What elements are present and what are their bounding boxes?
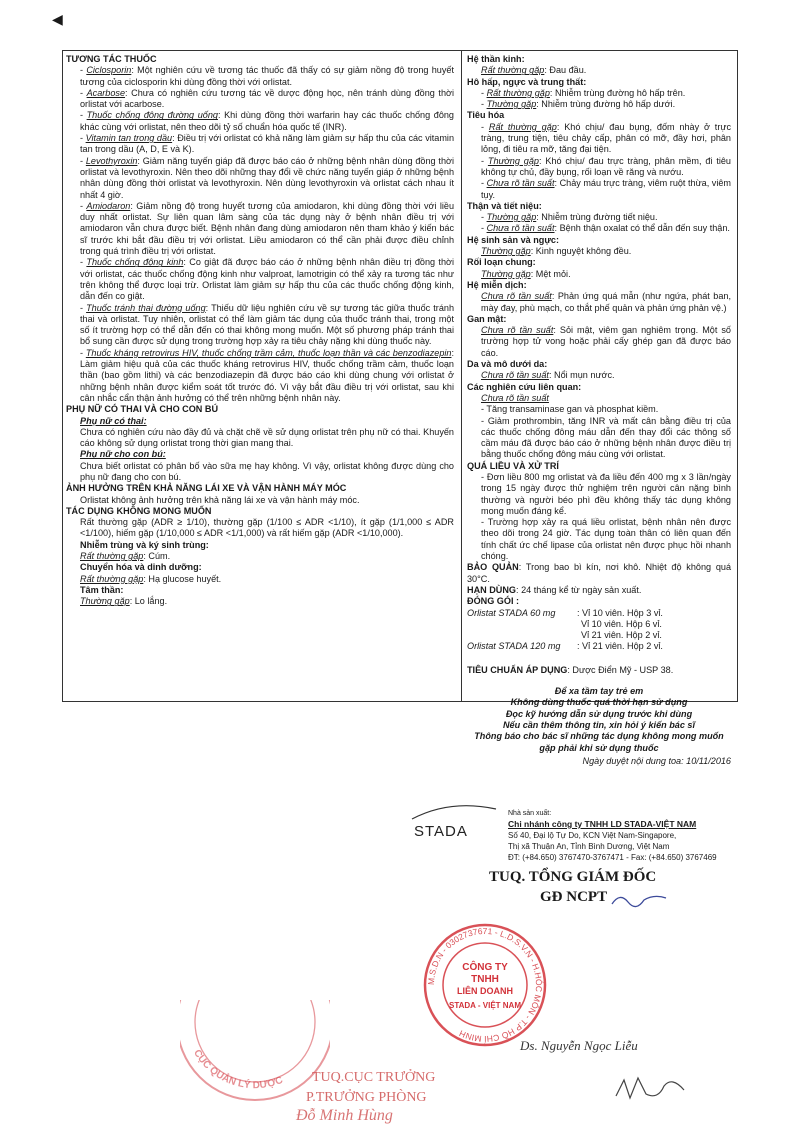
pack-row [467, 619, 731, 630]
effect-text: : Hạ glucose huyết. [143, 573, 222, 584]
pack-product [467, 630, 577, 641]
frequency-label: Chưa rõ tần suất [481, 291, 552, 302]
pack-label: ĐÓNG GÓI : [467, 596, 520, 607]
frequency-label: Chưa rõ tần suất [481, 370, 549, 381]
interaction-text: : Điều trị với orlistat có khả năng làm giảm sự hấp thu của các vitamin tan trong dầu (A, D, E và K). [80, 133, 455, 155]
effect-text: : Sỏi mật, viêm gan nghiêm trọng. Một số trường hợp tử vong hoặc phải cấy ghép gan đã được báo cáo. [481, 325, 731, 358]
adverse-row [467, 393, 731, 404]
manufacturer-address2: Thị xã Thuận An, Tỉnh Bình Dương, Việt Nam [508, 842, 670, 851]
stamp-ring-text: M.S.D.N - 0302737671 - L.D.S.V.N - H.HÓC MÔN - T.P HỒ CHÍ MINH [425, 925, 545, 1045]
warning-line: Thông báo cho bác sĩ những tác dụng không mong muốn gặp phải khi sử dụng thuốc [474, 731, 724, 753]
frequency-label: Thường gặp [487, 155, 539, 166]
left-column [66, 54, 454, 608]
pack-text: Vỉ 10 viên. Hộp 6 vỉ. [581, 618, 662, 629]
interaction-drug-name: Thuốc chống động kinh [86, 257, 184, 268]
stada-logo: STADA [414, 823, 468, 840]
interaction-text: : Làm giảm hiệu quả của các thuốc kháng retrovirus HIV, thuốc chống trầm cảm, thuốc loạn thần (bao gồm lithi) và các benzodiazepin đã được báo cáo khi dùng chung với orlistat ở những bệnh nhân được kiểm soát tốt trước đó. Vì vậy bắt đầu điều trị với orlistat, sau khi cân nhắc cẩn thận ảnh hưởng có thể trên những bệnh nhân này. [80, 347, 454, 403]
effect-text: : Nhiễm trùng đường hô hấp dưới. [536, 99, 676, 110]
pack-row [467, 630, 731, 641]
right-column [467, 54, 731, 767]
section-title-interactions: TƯƠNG TÁC THUỐC [66, 54, 157, 64]
corner-arrow-mark: ◀ [52, 11, 63, 27]
overdose-item: - Đơn liều 800 mg orlistat và đa liều đến 400 mg x 3 lần/ngày trong 15 ngày được thử nghiệm trên người cân nặng bình thường và người béo phì đều không thấy tác dụng không mong muốn đáng kể. [481, 471, 731, 516]
adverse-groups [467, 54, 731, 461]
overdose-list [467, 472, 731, 562]
effect-text: : Đau đầu. [544, 65, 587, 76]
adverse-group-title: Da và mô dưới da: [467, 359, 548, 370]
adverse-row [467, 325, 731, 359]
interaction-drug-name: Levothyroxin [85, 155, 138, 166]
section-title-overdose: QUÁ LIỀU VÀ XỬ TRÍ [467, 460, 559, 471]
pack-text: : Vỉ 10 viên. Hộp 3 vỉ. [577, 607, 663, 618]
effect-text: : Kinh nguyệt không đều. [530, 246, 632, 257]
adverse-row [467, 223, 731, 234]
manufacturer-phone: ĐT: (+84.650) 3767470-3767471 - Fax: (+84.650) 3767469 [508, 853, 717, 862]
effect-text: : Lo lắng. [129, 596, 168, 607]
effect-text: : Mệt mỏi. [530, 268, 571, 279]
effect-text: Giảm prothrombin, tăng INR và mất cân bằng điều trị của các thuốc chống đông máu dẫn đến thay đổi các thông số cầm máu đã được báo cáo ở những bệnh nhân được điều trị bằng thuốc chống đông máu cùng với orlistat. [481, 415, 731, 460]
frequency-label: Chưa rõ tần suất [481, 392, 549, 403]
frequency-label: Rất thường gặp [481, 65, 545, 76]
stamp-line2: TNHH [471, 974, 499, 985]
interaction-item: - Amiodaron: Giảm nồng độ trong huyết tương của amiodaron, khi dùng đồng thời với liều duy nhất orlistat. Sự liên quan lâm sàng của tác dụng này ở bệnh nhân điều trị với amiodaron vẫn chưa được biết. Bệnh nhân đang dùng amiodaron nên tham khảo ý kiến bác sĩ trước khi bắt đầu điều trị với orlistat. Liều amiodaron có thể cần phải được điều chỉnh trong quá trình điều trị với orlistat. [80, 200, 454, 257]
frequency-label: Rất thường gặp [80, 551, 144, 562]
warning-block [467, 686, 731, 754]
interaction-item: - Thuốc tránh thai đường uống: Thiếu dữ liệu nghiên cứu về sự tương tác giữa thuốc tránh thai và orlistat. Tuy nhiên, orlistat có thể làm giảm tác dụng của thuốc tránh thai, trong một số ít trường hợp có thể dẫn đến có thai không mong muốn. Một số phương pháp tránh thai bổ sung cần được sử dụng trong trường hợp xảy ra tiêu chảy nặng khi dùng thuốc này. [80, 302, 454, 347]
effect-text: : Bệnh thận oxalat có thể dẫn đến suy thận. [554, 223, 730, 234]
psych-row [66, 596, 454, 607]
bullet: - [481, 155, 485, 166]
interaction-drug-name: Vitamin tan trong dầu [85, 133, 173, 144]
adverse-row [467, 291, 731, 314]
adverse-row [467, 269, 731, 280]
interaction-text: : Một nghiên cứu về tương tác thuốc đã thấy có sự giảm nồng độ trong huyết tương của ciclosporin khi dùng đồng thời với orlistat. [80, 65, 454, 87]
bullet: - [481, 99, 485, 110]
shelf-label: HẠN DÙNG [467, 584, 517, 595]
interaction-item: - Thuốc kháng retrovirus HIV, thuốc chống trầm cảm, thuốc loạn thần và các benzodiazepin: Làm giảm hiệu quả của các thuốc kháng retrovirus HIV, thuốc chống trầm cảm, thuốc loạn thần (bao gồm lithi) và các benzodiazepin đã được báo cáo khi dùng chung với orlistat ở những bệnh nhân được kiểm soát tốt trước đó. Vì vậy bắt đầu điều trị với orlistat, sau khi cân nhắc cẩn thận ảnh hưởng có thể trên những bệnh nhân này. [80, 347, 454, 403]
nursing-text: Chưa biết orlistat có phân bố vào sữa mẹ hay không. Vì vậy, orlistat không được dùng cho phụ nữ đang cho con bú. [80, 460, 454, 482]
infections-title: Nhiễm trùng và ký sinh trùng: [80, 539, 209, 550]
interaction-item: - Acarbose: Chưa có nghiên cứu tương tác về dược động học, nên tránh dùng đồng thời orlistat với acarbose. [80, 87, 454, 110]
leaflet-text-frame [62, 50, 738, 766]
pack-row [467, 641, 731, 652]
driving-text: Orlistat không ảnh hưởng trên khả năng lái xe và vận hành máy móc. [80, 494, 360, 505]
shelf-row [467, 585, 731, 596]
dept-title: TUQ.CỤC TRƯỞNG [312, 1070, 436, 1085]
nursing-label: Phụ nữ cho con bú: [80, 449, 166, 460]
adverse-group-title: Hô hấp, ngực và trung thất: [467, 76, 587, 87]
adverse-row [467, 99, 731, 110]
overdose-item: - Trường hợp xảy ra quá liều orlistat, bệnh nhân nên được theo dõi trong 24 giờ. Tác dụng toàn thân có liên quan đến tính chất ức chế lipase của orlistat nên được phục hồi nhanh chóng. [481, 517, 732, 562]
adverse-row [467, 212, 731, 223]
approval-date: Ngày duyệt nội dung toa: 10/11/2016 [582, 755, 731, 766]
interaction-drug-name: Amiodaron [86, 200, 131, 211]
effect-text: : Phản ứng quá mẫn (như ngứa, phát ban, mày đay, phù mạch, co thắt phế quản và phản ứng phản vệ.) [481, 291, 731, 313]
director-subtitle: GĐ NCPT [540, 889, 608, 905]
shelf-text: : 24 tháng kể từ ngày sản xuất. [516, 584, 642, 595]
dept-subtitle: P.TRƯỞNG PHÒNG [306, 1090, 427, 1105]
authority-stamp-ring: CỤC QUẢN LÝ DƯỢC [191, 1047, 285, 1092]
frequency-label: Chưa rõ tần suất [486, 178, 555, 189]
adverse-group-title: Rối loạn chung: [467, 257, 536, 268]
storage-label: BẢO QUẢN [467, 562, 519, 573]
effect-text: : Nhiễm trùng đường tiết niệu. [536, 212, 658, 223]
bullet: - [481, 87, 485, 98]
standard-label: TIÊU CHUẨN ÁP DỤNG [467, 664, 568, 675]
frequency-label: Rất thường gặp [80, 573, 144, 584]
overdose-text: Trường hợp xảy ra quá liều orlistat, bệnh nhân nên được theo dõi trong 24 giờ. Tác dụng toàn thân có liên quan đến tính chất ức chế lipase của orlistat nên được phục hồi nhanh chóng. [481, 517, 732, 562]
warning-line: Để xa tầm tay trẻ em [554, 686, 644, 697]
warning-line: Không dùng thuốc quá thời hạn sử dụng [510, 697, 688, 708]
interaction-drug-name: Thuốc chống đông đường uống [86, 110, 218, 121]
interaction-text: : Co giật đã được báo cáo ở những bệnh nhân điều trị đồng thời với orlistat, các thuốc chống động kinh như valproat, lamotrigin có thể xảy ra tương tác như trên không thể được loại trừ. Orlistat làm giảm sự hấp thu của các thuốc chống động kinh, dẫn đến co giật. [80, 257, 454, 302]
pack-text: Vỉ 21 viên. Hộp 2 vỉ. [581, 630, 662, 641]
section-title-pregnancy: PHỤ NỮ CÓ THAI VÀ CHO CON BÚ [66, 404, 219, 415]
frequency-label: Rất thường gặp [488, 121, 557, 132]
adverse-group-title: Hệ miễn dịch: [467, 279, 527, 290]
bullet: - [481, 223, 485, 234]
adverse-row [467, 246, 731, 257]
interaction-drug-name: Thuốc tránh thai đường uống [86, 302, 206, 313]
storage-row [467, 562, 731, 585]
standard-row [467, 665, 731, 676]
pack-product: Orlistat STADA 60 mg [467, 607, 556, 618]
director-signature [612, 1072, 692, 1106]
bullet: - [481, 212, 485, 223]
column-divider [461, 51, 462, 701]
bullet: - [481, 178, 485, 189]
warning-line: Đọc kỹ hướng dẫn sử dụng trước khi dùng [505, 708, 693, 719]
section-title-adverse: TÁC DỤNG KHÔNG MONG MUỐN [66, 505, 212, 516]
effect-text: Tăng transaminase gan và phosphat kiềm. [486, 404, 659, 415]
psych-title: Tâm thần: [80, 584, 124, 595]
interaction-text: : Thiếu dữ liệu nghiên cứu về sự tương tác giữa thuốc tránh thai và orlistat. Tuy nhiên, orlistat có thể làm giảm tác dụng của thuốc tránh thai, trong một số ít trường hợp có thể dẫn đến có thai không mong muốn. Một số phương pháp tránh thai bổ sung cần được sử dụng trong trường hợp xảy ra tiêu chảy nặng khi dùng thuốc này. [80, 302, 454, 347]
director-title: TUQ. TỔNG GIÁM ĐỐC [489, 869, 657, 885]
manufacturer-info [508, 808, 717, 863]
bullet: - [481, 121, 485, 132]
pack-row [467, 608, 731, 619]
effect-text: : Nổi mụn nước. [548, 370, 615, 381]
adverse-row [467, 122, 731, 156]
stamp-line4: STADA - VIỆT NAM [449, 1001, 521, 1010]
bullet: - [481, 415, 485, 426]
manufacturer-label: Nhà sản xuất: [508, 810, 552, 817]
pregnant-label: Phụ nữ có thai: [80, 415, 147, 426]
adverse-row [467, 88, 731, 99]
adverse-group-title: Thận và tiết niệu: [467, 200, 542, 211]
frequency-label: Rất thường gặp [486, 87, 550, 98]
interaction-text: : Giảm nồng độ trong huyết tương của amiodaron, khi dùng đồng thời với liều duy nhất orlistat. Sự liên quan lâm sàng của tác dụng này ở bệnh nhân điều trị với amiodaron vẫn chưa được biết. Bệnh nhân đang dùng amiodaron nên tham khảo ý kiến bác sĩ trước khi bắt đầu điều trị với orlistat. Liều amiodaron có thể cần phải được điều chỉnh trong quá trình điều trị với orlistat. [80, 200, 454, 257]
interaction-item: - Thuốc chống đông đường uống: Khi dùng đồng thời warfarin hay các thuốc chống đông khác cùng với orlistat, nên theo dõi tỷ số chuẩn hóa quốc tế (INR). [80, 110, 454, 132]
section-title-driving: ẢNH HƯỞNG TRÊN KHẢ NĂNG LÁI XE VÀ VẬN HÀNH MÁY MÓC [66, 483, 347, 494]
infections-row [66, 551, 454, 562]
interaction-item: - Levothyroxin: Giảm năng tuyến giáp đã được báo cáo ở những bệnh nhân dùng đồng thời orlistat và levothyroxin. Nên theo dõi những thay đổi về chức năng tuyến giáp ở những bệnh nhân dùng đồng thời orlistat và levothyroxin. Nên dùng levothyroxin và orlistat cách nhau ít nhất 4 giờ. [80, 155, 454, 200]
stada-swoosh-icon [410, 795, 500, 825]
interaction-item: - Vitamin tan trong dầu: Điều trị với orlistat có khả năng làm giảm sự hấp thu của các vitamin tan trong dầu (A, D, E và K). [80, 133, 455, 155]
interaction-drug-name: Acarbose [86, 87, 126, 98]
interaction-drug-name: Ciclosporin [86, 65, 132, 76]
interaction-item: - Ciclosporin: Một nghiên cứu về tương tác thuốc đã thấy có sự giảm nồng độ trong huyết tương của ciclosporin khi dùng đồng thời với orlistat. [80, 65, 454, 87]
effect-text: : Khó chịu/ đau bụng, đốm nhày ở trực tràng, trung tiện, tiêu chảy cấp, phân có mỡ, đầy hơi, phân lỏng, đi tiêu ra mỡ, tăng đại tiện. [481, 121, 731, 155]
interaction-item: - Thuốc chống động kinh: Co giật đã được báo cáo ở những bệnh nhân điều trị đồng thời với orlistat, các thuốc chống động kinh như valproat, lamotrigin có thể xảy ra tương tác như trên không thể được loại trừ. Orlistat làm giảm sự hấp thu của các thuốc chống động kinh, dẫn đến co giật. [80, 257, 454, 302]
frequency-label: Thường gặp [486, 212, 537, 223]
adverse-row [467, 65, 731, 76]
pack-product [467, 619, 577, 630]
adverse-row [467, 178, 731, 201]
manufacturer-name: Chi nhánh công ty TNHH LD STADA-VIỆT NAM [508, 819, 697, 829]
adverse-row [467, 156, 731, 179]
pack-text: : Vỉ 21 viên. Hộp 2 vỉ. [577, 641, 663, 652]
warning-line: Nếu cần thêm thông tin, xin hỏi ý kiến bác sĩ [502, 719, 695, 730]
standard-text: : Dược Điển Mỹ - USP 38. [567, 664, 674, 675]
pack-product: Orlistat STADA 120 mg [467, 641, 561, 652]
frequency-label: Chưa rõ tần suất [481, 325, 554, 336]
effect-text: : Nhiễm trùng đường hô hấp trên. [549, 87, 686, 98]
adverse-group-title: Tiêu hóa [467, 110, 505, 121]
interactions-list [66, 65, 454, 404]
interaction-text: : Khi dùng đồng thời warfarin hay các thuốc chống đông khác cùng với orlistat, nên theo dõi tỷ số chuẩn hóa quốc tế (INR). [80, 110, 454, 132]
frequency-label: Thường gặp [481, 246, 531, 257]
adverse-group-title: Các nghiên cứu liên quan: [467, 381, 582, 392]
company-stamp [420, 920, 550, 1050]
adverse-group-title: Hệ sinh sản và ngực: [467, 234, 559, 245]
interaction-text: : Chưa có nghiên cứu tương tác về dược động học, nên tránh dùng đồng thời orlistat với acarbose. [80, 87, 454, 110]
adverse-group-title: Hệ thần kinh: [467, 54, 525, 64]
adverse-intro: Rất thường gặp (ADR ≥ 1/10), thường gặp (1/100 ≤ ADR <1/10), ít gặp (1/1,000 ≤ ADR <1/100), hiếm gặp (1/10,000 ≤ ADR <1/1,000) và rất hiếm gặp (ADR <1/10,000). [80, 517, 454, 539]
manufacturer-address1: Số 40, Đại lộ Tự Do, KCN Việt Nam-Singapore, [508, 831, 677, 840]
authority-stamp [180, 1000, 330, 1110]
effect-text: : Chảy máu trực tràng, viêm ruột thừa, viêm tụy. [481, 178, 731, 200]
pack-list [467, 608, 731, 653]
adverse-row [467, 370, 731, 381]
frequency-label: Chưa rõ tần suất [486, 223, 555, 234]
dept-signature-name: Đỗ Minh Hùng [296, 1107, 393, 1124]
interaction-drug-name: Thuốc kháng retrovirus HIV, thuốc chống trầm cảm, thuốc loạn thần và các benzodiazepin [85, 347, 452, 358]
frequency-label: Thường gặp [80, 596, 130, 607]
interaction-text: : Giảm năng tuyến giáp đã được báo cáo ở những bệnh nhân dùng đồng thời orlistat và levothyroxin. Nên theo dõi những thay đổi về chức năng tuyến giáp ở những bệnh nhân dùng đồng thời orlistat và levothyroxin. Nên dùng levothyroxin và orlistat cách nhau ít nhất 4 giờ. [80, 155, 454, 200]
stamp-line1: CÔNG TY [462, 962, 508, 973]
pregnant-text: Chưa có nghiên cứu nào đầy đủ và chặt chẽ về sử dụng orlistat trên phụ nữ có thai. Khuyến cáo không sử dụng orlistat trong thời gian mang thai. [80, 426, 454, 449]
effect-text: : Cúm. [143, 551, 171, 562]
metabolism-row [66, 574, 454, 585]
storage-text: : Trong bao bì kín, nơi khô. Nhiệt độ không quá 30°C. [467, 562, 732, 584]
adverse-row [467, 416, 731, 461]
stamp-line3: LIÊN DOANH [457, 986, 513, 996]
director-initials-scribble [610, 890, 670, 912]
director-name: Ds. Nguyễn Ngọc Liễu [520, 1038, 638, 1053]
frequency-label: Thường gặp [486, 99, 537, 110]
bullet: - [481, 404, 485, 415]
frequency-label: Thường gặp [481, 268, 531, 279]
adverse-group-title: Gan mật: [467, 313, 507, 324]
adverse-row [467, 404, 731, 415]
overdose-text: Đơn liều 800 mg orlistat và đa liều đến 400 mg x 3 lần/ngày trong 15 ngày được thử nghiệm trên người cân nặng bình thường và người béo phì đều không thấy tác dụng không mong muốn đáng kể. [481, 471, 731, 516]
metabolism-title: Chuyển hóa và dinh dưỡng: [80, 562, 202, 573]
effect-text: : Khó chịu/ đau trực tràng, phân mềm, đi tiêu không tự chủ, đầy bụng, rối loạn về răng và nướu. [481, 155, 731, 177]
